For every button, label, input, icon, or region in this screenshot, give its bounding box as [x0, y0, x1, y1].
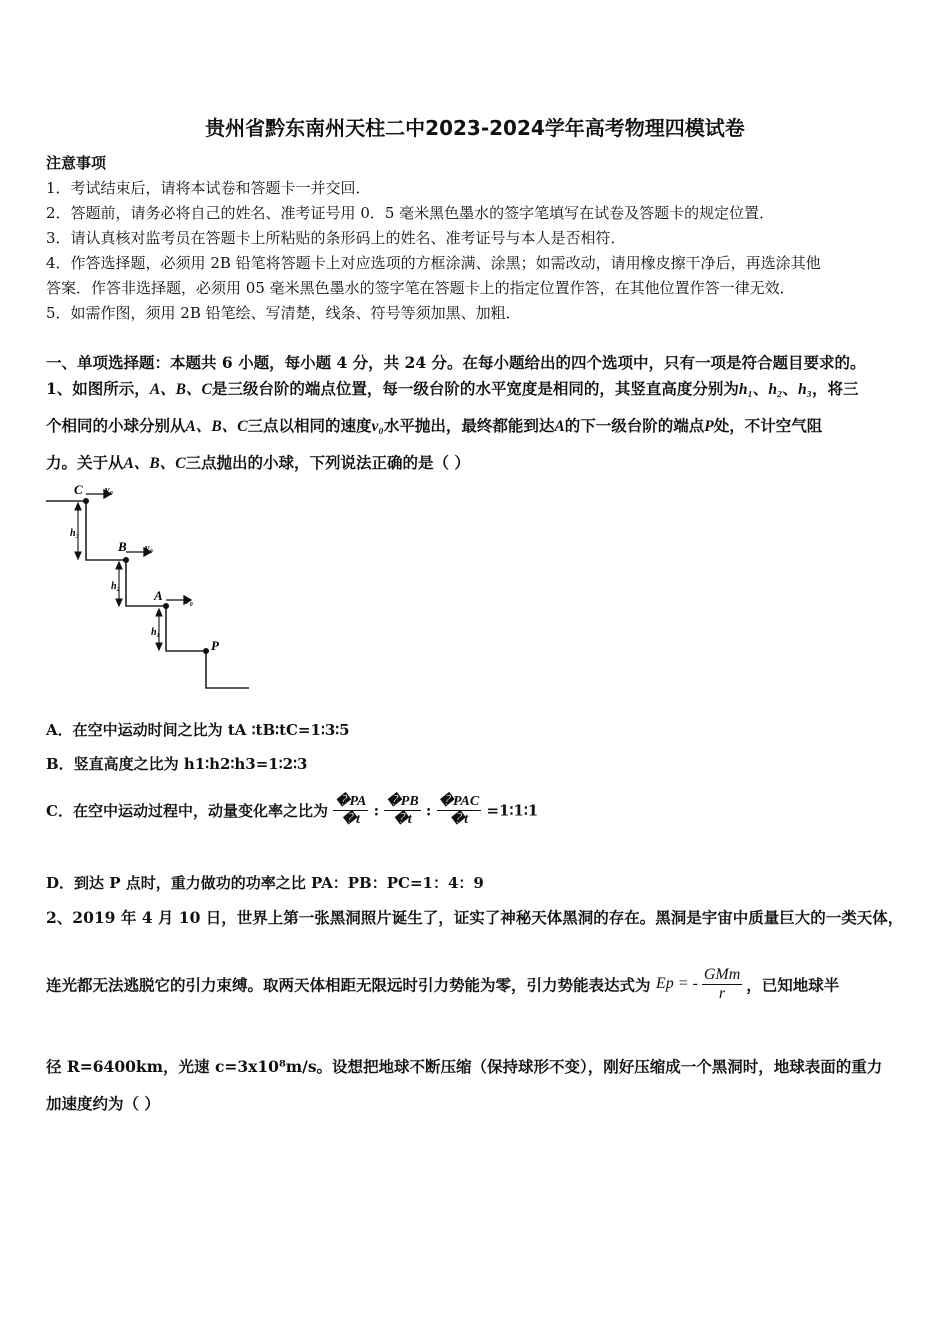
- q1-line3: 力。关于从A、B、C三点抛出的小球，下列说法正确的是（ ）: [46, 453, 470, 472]
- q1-line1: 1、如图所示，A、B、C是三级台阶的端点位置，每一级台阶的水平宽度是相同的，其竖直高度分别为h₁、h₂、h₃，将三: [46, 379, 859, 398]
- fraction-pb: $\frac{�PB}{�t}$: [386, 794, 419, 827]
- label-v0-a: v₀: [185, 596, 193, 607]
- q1-option-a: A．在空中运动时间之比为 tA ∶tB∶tC=1∶3∶5: [46, 721, 350, 739]
- potential-energy-formula: Ep = - $\frac{\text{GMm}}{r}$: [655, 966, 741, 1002]
- q2-line4: 加速度约为（ ）: [46, 1094, 160, 1113]
- q1-option-b: B．竖直高度之比为 h1∶h2∶h3=1∶2∶3: [46, 755, 308, 773]
- section-heading: 一、单项选择题：本题共 6 小题，每小题 4 分，共 24 分。在每小题给出的四个选项中，只有一项是符合题目要求的。: [46, 353, 866, 372]
- fraction-pac: $\frac{\text{�PAC}}{�t}$: [438, 794, 480, 827]
- notice-item-4: 4．作答选择题，必须用 2B 铅笔将答题卡上对应选项的方框涂满、涂黑；如需改动，请用橡皮擦干净后，再选涂其他: [46, 254, 821, 272]
- q1-option-c: C．在空中运动过程中，动量变化率之比为 $\frac{�PA}{�t}$ : $\frac{�PB}{�t}$ : $\frac{\text{�PAC}}{�t}$ =1∶1∶1: [46, 794, 539, 827]
- q2-line2: 连光都无法逃脱它的引力束缚。取两天体相距无限远时引力势能为零，引力势能表达式为 Ep = - $\frac{\text{GMm}}{r}$ ，已知地球半: [46, 966, 840, 1002]
- q1-line2: 个相同的小球分别从A、B、C三点以相同的速度v₀水平抛出，最终都能到达A的下一级台阶的端点P处，不计空气阻: [46, 416, 823, 435]
- label-v0-b: v₀: [145, 543, 153, 554]
- page-title: 贵州省黔东南州天柱二中2023-2024学年高考物理四模试卷: [205, 116, 745, 140]
- staircase-figure: [44, 480, 254, 695]
- q1-option-d: D．到达 P 点时，重力做功的功率之比 PA：PB：PC=1：4：9: [46, 874, 484, 892]
- point-c: [83, 498, 89, 504]
- label-h1: h₁: [151, 627, 161, 638]
- fraction-pa: $\frac{�PA}{�t}$: [335, 794, 367, 827]
- q2-line3: 径 R=6400km，光速 c=3x10⁸m/s。设想把地球不断压缩（保持球形不变），刚好压缩成一个黑洞时，地球表面的重力: [46, 1057, 883, 1076]
- notice-heading: 注意事项: [46, 154, 107, 172]
- label-v0-c: v₀: [105, 485, 113, 496]
- notice-item-4-cont: 答案．作答非选择题，必须用 05 毫米黑色墨水的签字笔在答题卡上的指定位置作答，在其他位置作答一律无效．: [46, 279, 795, 297]
- label-h2: h₂: [111, 581, 121, 592]
- notice-item-2: 2．答题前，请务必将自己的姓名、准考证号用 0．5 毫米黑色墨水的签字笔填写在试卷及答题卡的规定位置．: [46, 204, 775, 222]
- label-h3: h₃: [70, 528, 80, 539]
- point-b: [123, 557, 129, 563]
- label-p: P: [211, 638, 219, 653]
- point-p: [203, 648, 209, 654]
- label-a: A: [154, 588, 163, 603]
- point-a: [163, 603, 169, 609]
- notice-item-1: 1．考试结束后，请将本试卷和答题卡一并交回．: [46, 179, 371, 197]
- label-c: C: [74, 482, 83, 497]
- label-b: B: [118, 539, 127, 554]
- notice-item-5: 5．如需作图，须用 2B 铅笔绘、写清楚，线条、符号等须加黑、加粗．: [46, 304, 521, 322]
- notice-item-3: 3．请认真核对监考员在答题卡上所粘贴的条形码上的姓名、准考证号与本人是否相符．: [46, 229, 626, 247]
- q2-line1: 2、2019 年 4 月 10 日，世界上第一张黑洞照片诞生了，证实了神秘天体黑洞的存在。黑洞是宇宙中质量巨大的一类天体，: [46, 908, 904, 927]
